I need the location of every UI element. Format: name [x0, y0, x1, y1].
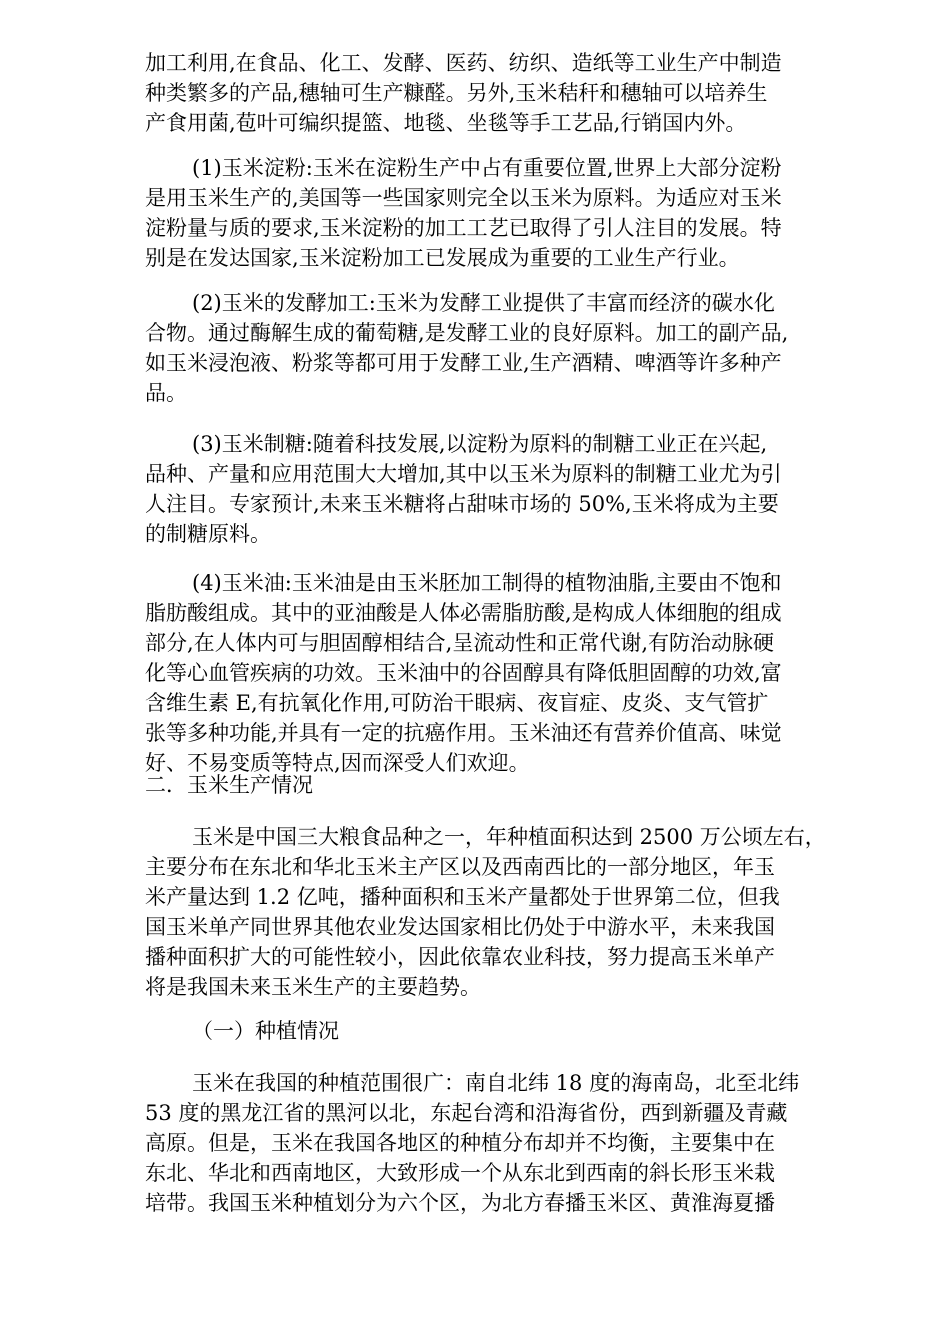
text-line: 产食用菌,苞叶可编织提篮、地毯、坐毯等手工艺品,行销国内外。 — [145, 111, 747, 135]
text-line: 淀粉量与质的要求,玉米淀粉的加工工艺已取得了引人注目的发展。特 — [145, 216, 782, 240]
text-line: 含维生素 E,有抗氧化作用,可防治干眼病、夜盲症、皮炎、支气管扩 — [145, 691, 769, 715]
text-line: 培带。我国玉米种植划分为六个区，为北方春播玉米区、黄淮海夏播 — [145, 1191, 775, 1215]
text-line: 主要分布在东北和华北玉米主产区以及西南西比的一部分地区，年玉 — [145, 855, 775, 879]
text-line: 部分,在人体内可与胆固醇相结合,呈流动性和正常代谢,有防治动脉硬 — [145, 631, 775, 655]
text-line: 是用玉米生产的,美国等一些国家则完全以玉米为原料。为适应对玉米 — [145, 186, 782, 210]
paragraph-intro-continuation — [145, 48, 880, 138]
text-line: 种类繁多的产品,穗轴可生产糠醛。另外,玉米秸秆和穗轴可以培养生 — [145, 81, 768, 105]
text-line: 高原。但是，玉米在我国各地区的种植分布却并不均衡，主要集中在 — [145, 1131, 775, 1155]
paragraph-fermentation — [145, 288, 880, 408]
text-line: 品。 — [145, 381, 187, 405]
text-line: (3)玉米制糖:随着科技发展,以淀粉为原料的制糖工业正在兴起, — [192, 432, 768, 456]
paragraph-corn-starch — [145, 153, 880, 273]
text-line: 如玉米浸泡液、粉浆等都可用于发酵工业,生产酒精、啤酒等许多种产 — [145, 351, 782, 375]
subsection-heading-planting — [145, 1016, 880, 1046]
subsection-title: （一）种植情况 — [192, 1019, 339, 1043]
paragraph-planting — [145, 1068, 880, 1218]
text-line: 脂肪酸组成。其中的亚油酸是人体必需脂肪酸,是构成人体细胞的组成 — [145, 601, 782, 625]
text-line: 将是我国未来玉米生产的主要趋势。 — [145, 975, 481, 999]
text-line: 玉米在我国的种植范围很广：南自北纬 18 度的海南岛，北至北纬 — [192, 1071, 800, 1095]
text-line: 品种、产量和应用范围大大增加,其中以玉米为原料的制糖工业尤为引 — [145, 462, 782, 486]
text-line: 53 度的黑龙江省的黑河以北，东起台湾和沿海省份，西到新疆及青藏 — [145, 1101, 788, 1125]
text-line: 玉米是中国三大粮食品种之一，年种植面积达到 2500 万公顷左右， — [192, 825, 826, 849]
paragraph-production-overview — [145, 822, 880, 1002]
text-line: 人注目。专家预计,未来玉米糖将占甜味市场的 50%,玉米将成为主要 — [145, 492, 779, 516]
text-line: 米产量达到 1.2 亿吨，播种面积和玉米产量都处于世界第二位，但我 — [145, 885, 780, 909]
text-line: 化等心血管疾病的功效。玉米油中的谷固醇具有降低胆固醇的功效,富 — [145, 661, 782, 685]
text-line: 合物。通过酶解生成的葡萄糖,是发酵工业的良好原料。加工的副产品, — [145, 321, 789, 345]
section-title: 二．玉米生产情况 — [145, 773, 313, 797]
text-line: 国玉米单产同世界其他农业发达国家相比仍处于中游水平，未来我国 — [145, 915, 775, 939]
text-line: 的制糖原料。 — [145, 522, 271, 546]
paragraph-sugar — [145, 429, 880, 549]
paragraph-corn-oil — [145, 568, 880, 778]
text-line: (4)玉米油:玉米油是由玉米胚加工制得的植物油脂,主要由不饱和 — [192, 571, 782, 595]
text-line: 张等多种功能,并具有一定的抗癌作用。玉米油还有营养价值高、味觉 — [145, 721, 782, 745]
text-line: (1)玉米淀粉:玉米在淀粉生产中占有重要位置,世界上大部分淀粉 — [192, 156, 782, 180]
text-line: (2)玉米的发酵加工:玉米为发酵工业提供了丰富而经济的碳水化 — [192, 291, 775, 315]
text-line: 加工利用,在食品、化工、发酵、医药、纺织、造纸等工业生产中制造 — [145, 51, 782, 75]
text-line: 别是在发达国家,玉米淀粉加工已发展成为重要的工业生产行业。 — [145, 246, 740, 270]
text-line: 播种面积扩大的可能性较小，因此依靠农业科技，努力提高玉米单产 — [145, 945, 775, 969]
text-line: 好、不易变质等特点,因而深受人们欢迎。 — [145, 751, 530, 775]
text-line: 东北、华北和西南地区，大致形成一个从东北到西南的斜长形玉米栽 — [145, 1161, 775, 1185]
section-heading-production — [145, 770, 880, 800]
